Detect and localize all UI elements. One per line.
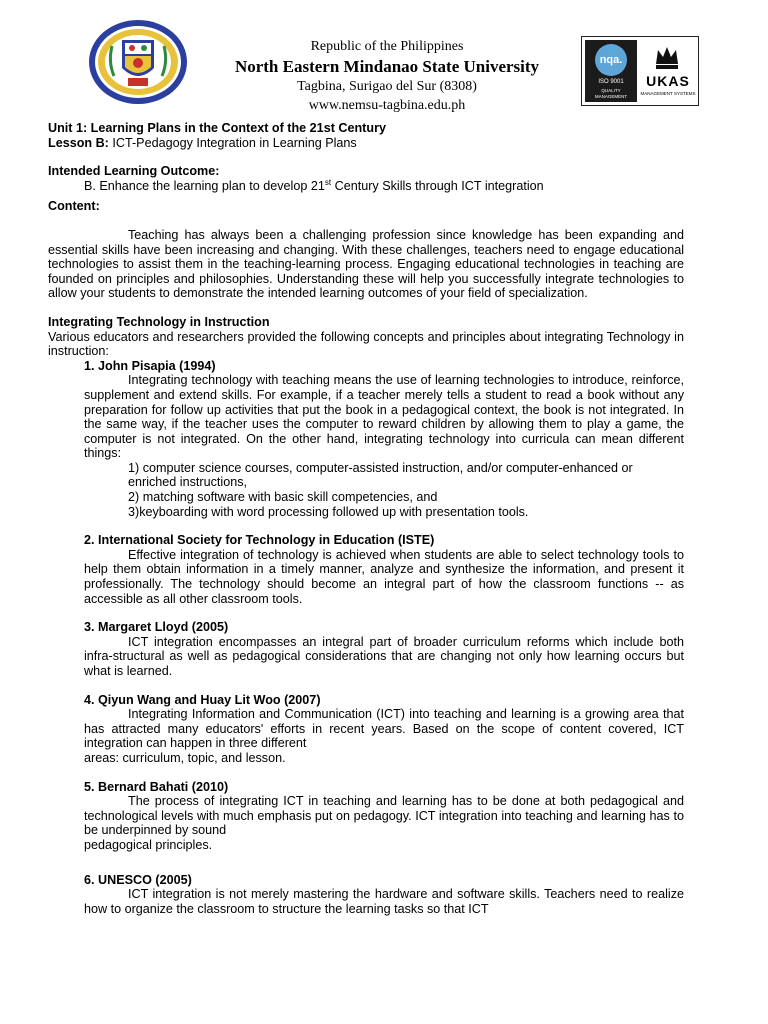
letterhead-text xyxy=(186,38,588,115)
lesson-line xyxy=(48,136,684,151)
nqa-iso-logo xyxy=(585,40,637,102)
section-text: Effective integration of technology is achieved when students are able to select technology tools to help them obtain information in a timely manner, analyze and synthesize the information, and present it professionally. The technology should become an integral part of how the classroom functions -- as accessible as all other classroom tools. xyxy=(84,547,684,606)
ukas-logo xyxy=(640,40,696,102)
section-title: 3. Margaret Lloyd (2005) xyxy=(84,620,229,635)
section-text: ICT integration is not merely mastering the hardware and software skills. Teachers need to realize how to organize the classroom to structure the learning tasks so that ICT xyxy=(84,887,684,916)
iso-text: ISO 9001 xyxy=(598,79,624,85)
section-title: 2. International Society for Technology in Education (ISTE) xyxy=(84,533,435,548)
university-name: North Eastern Mindanao State University xyxy=(234,57,540,76)
section-text: Integrating technology with teaching means the use of learning technologies to introduce, reinforce, supplement and extend skills. For example, if a teacher merely tells a student to read a book without any preparation for follow up activities that put the book in a pedagogical context, the book is not integrated. In the same way, if the teacher uses the computer to reward children by allowing them to play a game, the computer is not integrated. On the other hand, integrating technology into curricula can mean different things: xyxy=(84,373,684,461)
certification-logos xyxy=(581,36,699,106)
section-text: The process of integrating ICT in teaching and learning has to be done at both pedagogical and technological levels with much emphasis put on pedagogy. ICT integration into teaching and learning has to be underpinned by sound xyxy=(84,794,684,838)
section-title: 5. Bernard Bahati (2010) xyxy=(84,779,229,794)
section-text-continued: pedagogical principles. xyxy=(84,837,213,852)
section-text-continued: areas: curriculum, topic, and lesson. xyxy=(84,750,286,765)
section-title: 4. Qiyun Wang and Huay Lit Woo (2007) xyxy=(84,692,321,707)
unit-title: Unit 1: Learning Plans in the Context of the 21st Century xyxy=(48,121,386,135)
lesson-text: ICT-Pedagogy Integration in Learning Plans xyxy=(108,135,357,150)
university-website: www.nemsu-tagbina.edu.ph xyxy=(308,98,466,113)
letterhead xyxy=(0,0,768,112)
content-paragraph: Teaching has always been a challenging profession since knowledge has been expanding and essential skills have been increasing and changing. With these challenges, teachers need to engage educational technologies to assist them in the teaching-learning process. Engaging educational technologies in teaching are founded on principles and philosophies. Understanding these will help you successfully integrate technologies to allow your students to demonstrate the intended learning outcomes of your field of specialization. xyxy=(48,227,684,301)
university-seal-logo xyxy=(88,18,188,106)
nqa-text: nqa. xyxy=(599,54,623,66)
ukas-subtext: MANAGEMENT SYSTEMS xyxy=(640,91,696,96)
section-title: 6. UNESCO (2005) xyxy=(84,872,192,887)
list-item: 1) computer science courses, computer-assisted instruction, and/or computer-enhanced or enriched instructions, xyxy=(128,460,633,490)
integrating-intro: Various educators and researchers provided the following concepts and principles about integrating Technology in instruction: xyxy=(48,329,684,359)
lesson-label: Lesson B: xyxy=(48,135,109,150)
section-text: ICT integration encompasses an integral part of broader curriculum reforms which include both infra-structural as well as pedagogical considerations that are changing not only how learning occurs but what is learned. xyxy=(84,634,684,678)
content-heading: Content: xyxy=(48,199,100,214)
section-title: 1. John Pisapia (1994) xyxy=(84,358,216,373)
quality-management-text: QUALITY MANAGEMENT xyxy=(594,88,628,99)
ukas-text: UKAS xyxy=(646,73,690,89)
university-address: Tagbina, Surigao del Sur (8308) xyxy=(297,79,477,94)
crown-icon xyxy=(652,42,682,72)
document-body xyxy=(48,121,684,916)
outcome-heading: Intended Learning Outcome: xyxy=(48,164,220,179)
section-text: Integrating Information and Communication (ICT) into teaching and learning is a growing area that has attracted many educators' efforts in recent years. Based on the scope of content covered, ICT integration can happen in three different xyxy=(84,707,684,751)
integrating-heading: Integrating Technology in Instruction xyxy=(48,314,270,329)
list-item: 2) matching software with basic skill competencies, and xyxy=(128,490,438,505)
outcome-text: B. Enhance the learning plan to develop 21st Century Skills through ICT integration xyxy=(84,177,544,193)
list-item: 3)keyboarding with word processing followed up with presentation tools. xyxy=(128,504,529,519)
republic-line: Republic of the Philippines xyxy=(310,39,464,54)
